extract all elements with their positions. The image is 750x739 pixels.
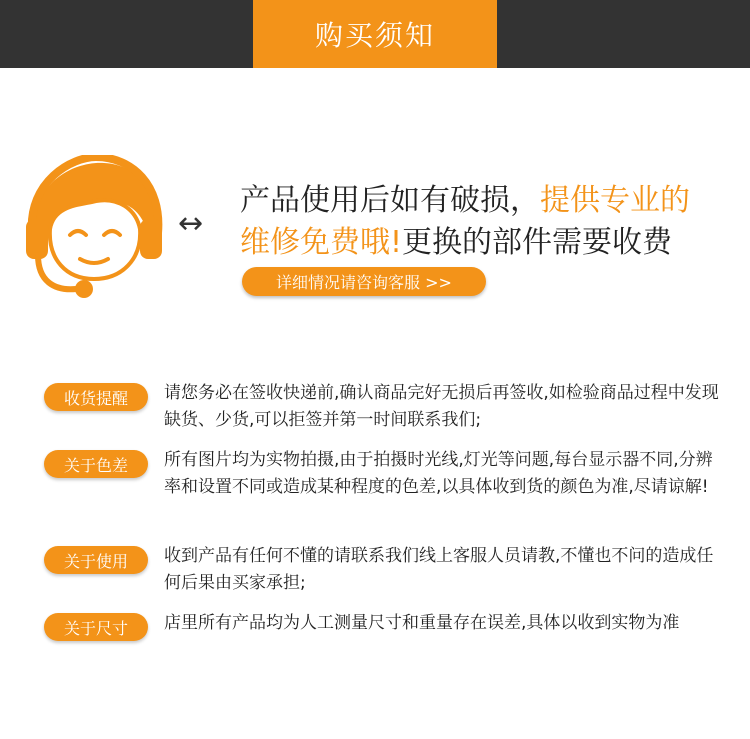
hero-line-1: 产品使用后如有破损，提供专业的 <box>240 183 690 218</box>
notice-text: 请您务必在签收快递前,确认商品完好无损后再签收,如检验商品过程中发现缺货、少货,可以拒签并第一时间联系我们; <box>164 383 719 430</box>
notice-label: 关于使用 <box>44 546 148 574</box>
hero-line-2: 维修免费哦!更换的部件需要收费 <box>240 225 673 260</box>
notice-text: 收到产品有任何不懂的请联系我们线上客服人员请教,不懂也不问的造成任何后果由买家承担; <box>164 546 714 593</box>
swap-arrow-icon: ↔ <box>178 206 204 241</box>
contact-service-button[interactable]: 详细情况请咨询客服 >> <box>242 267 486 296</box>
notice-text: 所有图片均为实物拍摄,由于拍摄时光线,灯光等问题,每台显示器不同,分辨率和设置不同或造成某种程度的色差,以具体收到货的颜色为准,尽请谅解! <box>164 450 713 497</box>
notice-label: 关于尺寸 <box>44 613 148 641</box>
notice-label: 关于色差 <box>44 450 148 478</box>
notice-label: 收货提醒 <box>44 383 148 411</box>
notice-text: 店里所有产品均为人工测量尺寸和重量存在误差,具体以收到实物为准 <box>164 613 680 633</box>
customer-service-headset-icon <box>24 155 164 300</box>
page-title: 购买须知 <box>253 0 497 68</box>
hero-headline <box>240 180 740 264</box>
header-bar <box>0 0 750 68</box>
